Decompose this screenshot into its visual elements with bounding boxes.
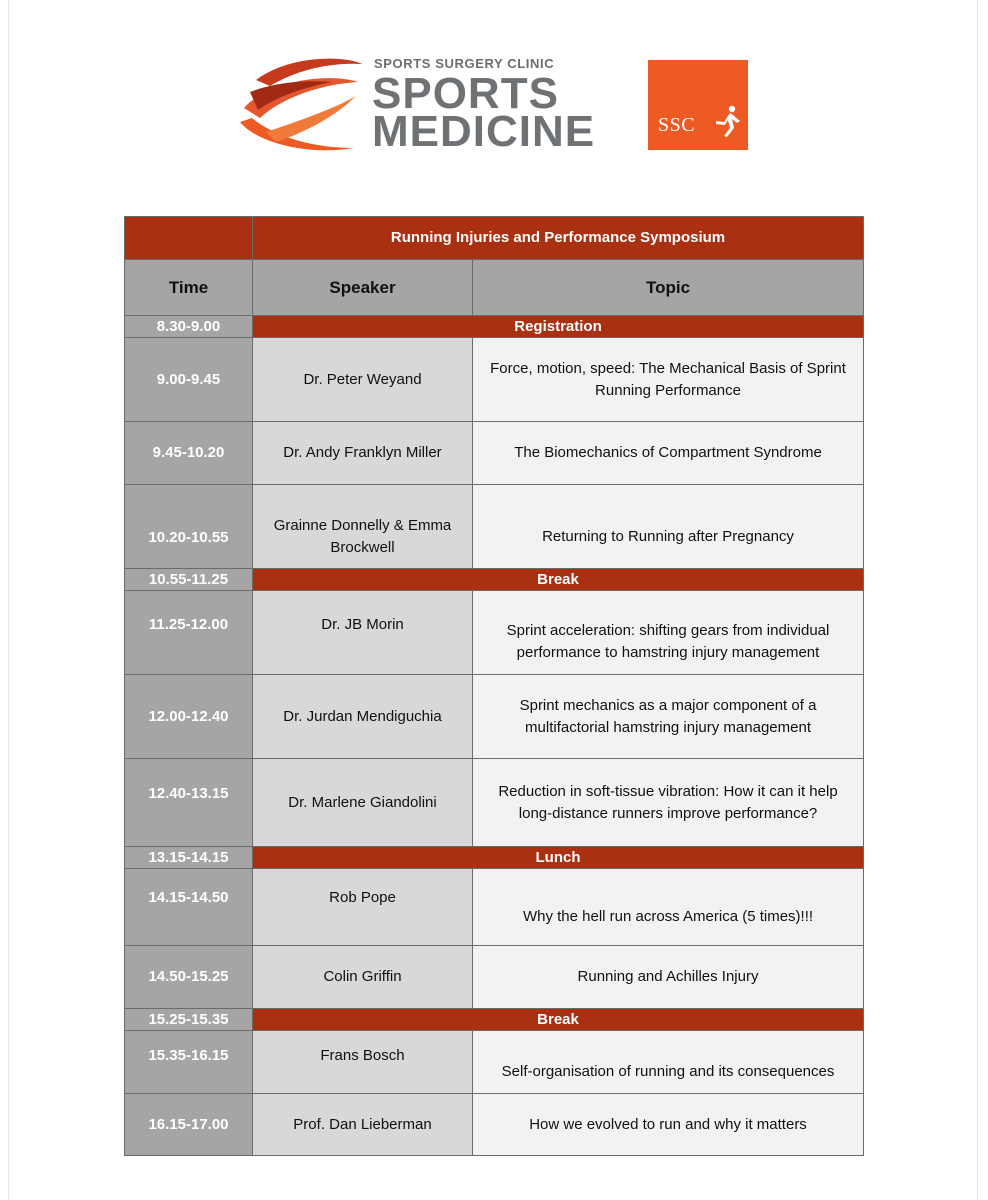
table-header-row	[125, 260, 864, 316]
topic-cell: Sprint acceleration: shifting gears from individual performance to hamstring injury management	[473, 591, 864, 675]
break-label: Lunch	[253, 847, 864, 869]
table-row	[125, 1094, 864, 1156]
table-row	[125, 485, 864, 569]
speaker-cell: Frans Bosch	[253, 1031, 473, 1094]
logo-kicker: SPORTS SURGERY CLINIC	[374, 56, 555, 71]
ssc-badge	[648, 60, 748, 150]
header-topic: Topic	[473, 260, 864, 316]
topic-cell: Self-organisation of running and its consequences	[473, 1031, 864, 1094]
header-speaker: Speaker	[253, 260, 473, 316]
break-label: Break	[253, 569, 864, 591]
topic-cell: The Biomechanics of Compartment Syndrome	[473, 422, 864, 485]
time-cell: 15.35-16.15	[125, 1031, 253, 1094]
break-label: Break	[253, 1009, 864, 1031]
table-row	[125, 869, 864, 946]
time-cell: 14.15-14.50	[125, 869, 253, 946]
time-cell: 12.00-12.40	[125, 675, 253, 759]
swoosh-logo-icon	[236, 52, 366, 160]
topic-cell: Sprint mechanics as a major component of a multifactorial hamstring injury management	[473, 675, 864, 759]
table-row	[125, 946, 864, 1009]
time-cell: 9.45-10.20	[125, 422, 253, 485]
speaker-cell: Dr. Jurdan Mendiguchia	[253, 675, 473, 759]
speaker-cell: Rob Pope	[253, 869, 473, 946]
table-row	[125, 1031, 864, 1094]
topic-cell: Why the hell run across America (5 times)!!!	[473, 869, 864, 946]
logo-line-medicine: MEDICINE	[372, 107, 596, 156]
time-cell: 16.15-17.00	[125, 1094, 253, 1156]
table-title: Running Injuries and Performance Symposium	[253, 217, 864, 260]
table-row	[125, 591, 864, 675]
table-title-row	[125, 217, 864, 260]
time-cell: 15.25-15.35	[125, 1009, 253, 1031]
table-row	[125, 422, 864, 485]
time-cell: 13.15-14.15	[125, 847, 253, 869]
table-row-lunch	[125, 847, 864, 869]
time-cell: 14.50-15.25	[125, 946, 253, 1009]
topic-cell: How we evolved to run and why it matters	[473, 1094, 864, 1156]
topic-cell: Running and Achilles Injury	[473, 946, 864, 1009]
table-row-registration	[125, 316, 864, 338]
header-time: Time	[125, 260, 253, 316]
time-cell: 12.40-13.15	[125, 759, 253, 847]
logo-line-sports: SPORTS	[372, 69, 559, 118]
time-cell: 9.00-9.45	[125, 338, 253, 422]
runner-icon	[712, 104, 742, 138]
time-cell: 10.20-10.55	[125, 485, 253, 569]
speaker-cell: Prof. Dan Lieberman	[253, 1094, 473, 1156]
ssc-badge-text: SSC	[658, 114, 696, 136]
speaker-cell: Dr. Marlene Giandolini	[253, 759, 473, 847]
table-row-break	[125, 1009, 864, 1031]
table-row	[125, 675, 864, 759]
speaker-cell: Grainne Donnelly & Emma Brockwell	[253, 485, 473, 569]
table-row	[125, 759, 864, 847]
time-cell: 8.30-9.00	[125, 316, 253, 338]
speaker-cell: Dr. Andy Franklyn Miller	[253, 422, 473, 485]
speaker-cell: Dr. JB Morin	[253, 591, 473, 675]
table-row-break	[125, 569, 864, 591]
speaker-cell: Dr. Peter Weyand	[253, 338, 473, 422]
break-label: Registration	[253, 316, 864, 338]
speaker-cell: Colin Griffin	[253, 946, 473, 1009]
time-cell: 10.55-11.25	[125, 569, 253, 591]
time-cell: 11.25-12.00	[125, 591, 253, 675]
topic-cell: Reduction in soft-tissue vibration: How it can it help long-distance runners improve performance?	[473, 759, 864, 847]
topic-cell: Force, motion, speed: The Mechanical Basis of Sprint Running Performance	[473, 338, 864, 422]
logo-header	[0, 0, 988, 200]
table-row	[125, 338, 864, 422]
symposium-schedule-table	[124, 216, 864, 1156]
title-spacer-cell	[125, 217, 253, 260]
topic-cell: Returning to Running after Pregnancy	[473, 485, 864, 569]
